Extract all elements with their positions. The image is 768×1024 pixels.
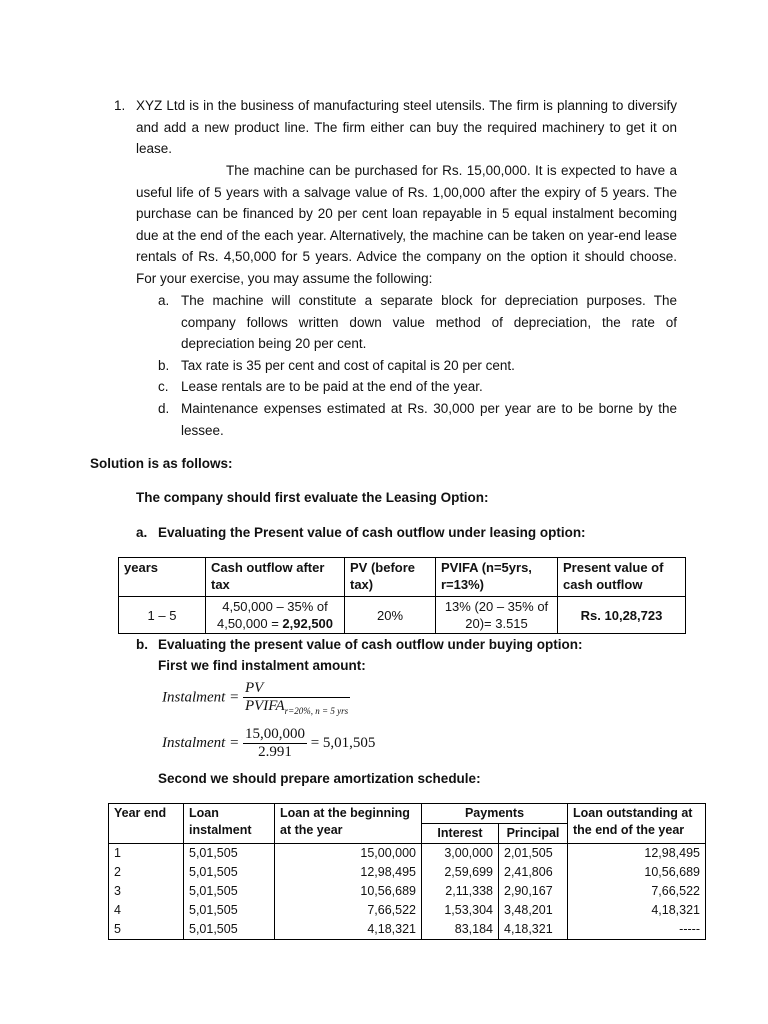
amort-cell-instalment: 5,01,505 xyxy=(184,920,275,940)
amort-row xyxy=(109,863,706,882)
assumption-b: Tax rate is 35 per cent and cost of capital is 20 per cent. xyxy=(181,358,515,373)
amort-header-row-1 xyxy=(109,804,706,824)
amort-header-principal: Principal xyxy=(499,824,568,844)
question-number: 1. xyxy=(114,98,126,113)
lease-header-pv: PV (before tax) xyxy=(345,558,436,597)
lease-cash-outflow-result: 2,92,500 xyxy=(282,616,334,631)
formula1-den-subscript: r=20%, n = 5 yrs xyxy=(284,706,349,716)
second-step-line: Second we should prepare amortization schedule: xyxy=(158,771,481,786)
step-b-text: Evaluating the present value of cash outflow under buying option: xyxy=(158,637,583,652)
instalment-formula xyxy=(162,680,350,716)
lease-cell-cash-outflow xyxy=(206,597,345,634)
formula2-fraction xyxy=(243,726,307,761)
formula2-rhs: = 5,01,505 xyxy=(310,735,376,751)
amort-cell-interest: 3,00,000 xyxy=(422,844,499,864)
formula2-numerator: 15,00,000 xyxy=(244,726,305,742)
step-a-label: a. xyxy=(136,525,148,540)
amort-header-interest: Interest xyxy=(422,824,499,844)
lease-cell-years: 1 – 5 xyxy=(119,597,206,634)
assumption-label-c: c. xyxy=(158,379,169,394)
amort-cell-instalment: 5,01,505 xyxy=(184,844,275,864)
amort-row xyxy=(109,844,706,864)
assumption-label-d: d. xyxy=(158,401,170,416)
amort-row xyxy=(109,882,706,901)
assumption-a: The machine will constitute a separate block for depreciation purposes. The company follows written down value method of depreciation, the rate of depreciation being 20 per cent. xyxy=(181,293,677,352)
amort-row xyxy=(109,920,706,940)
lease-header-pvifa: PVIFA (n=5yrs, r=13%) xyxy=(436,558,558,597)
lease-cell-pvifa: 13% (20 – 35% of 20)= 3.515 xyxy=(436,597,558,634)
question-paragraph-1: XYZ Ltd is in the business of manufacturing steel utensils. The firm is planning to diversify and add a new product line. The firm either can buy the required machinery to get it on lease. xyxy=(136,98,677,157)
lease-table xyxy=(118,557,686,634)
amort-cell-year: 4 xyxy=(109,901,184,920)
amort-header-payments: Payments xyxy=(422,804,568,824)
amort-row xyxy=(109,901,706,920)
assumption-c: Lease rentals are to be paid at the end of the year. xyxy=(181,379,483,394)
amort-cell-principal: 2,01,505 xyxy=(499,844,568,864)
amort-cell-outstanding: 7,66,522 xyxy=(568,882,706,901)
lease-table-header-row xyxy=(119,558,686,597)
amort-cell-year: 2 xyxy=(109,863,184,882)
amort-cell-interest: 2,59,699 xyxy=(422,863,499,882)
formula1-lhs: Instalment = xyxy=(162,689,240,706)
amort-cell-interest: 83,184 xyxy=(422,920,499,940)
amort-cell-beginning: 12,98,495 xyxy=(275,863,422,882)
amort-header-loan-outstanding: Loan outstanding at the end of the year xyxy=(568,804,706,844)
assumption-label-a: a. xyxy=(158,293,170,308)
lease-cell-present-value: Rs. 10,28,723 xyxy=(558,597,686,634)
lease-header-cash-outflow: Cash outflow after tax xyxy=(206,558,345,597)
amortization-table xyxy=(108,803,706,940)
amort-cell-principal: 4,18,321 xyxy=(499,920,568,940)
amort-cell-outstanding: 12,98,495 xyxy=(568,844,706,864)
amort-cell-principal: 2,41,806 xyxy=(499,863,568,882)
instalment-calculation xyxy=(162,726,375,761)
assumption-d: Maintenance expenses estimated at Rs. 30,000 per year are to be borne by the lessee. xyxy=(181,401,677,438)
solution-intro: The company should first evaluate the Leasing Option: xyxy=(136,490,489,505)
amort-header-loan-beginning: Loan at the beginning at the year xyxy=(275,804,422,844)
formula1-den-text: PVIFA xyxy=(244,698,285,714)
amort-cell-principal: 3,48,201 xyxy=(499,901,568,920)
lease-header-years: years xyxy=(119,558,206,597)
lease-cash-outflow-text: 4,50,000 – 35% of 4,50,000 = xyxy=(216,599,328,631)
amort-cell-principal: 2,90,167 xyxy=(499,882,568,901)
formula2-lhs: Instalment = xyxy=(162,735,240,751)
amort-cell-interest: 2,11,338 xyxy=(422,882,499,901)
assumption-label-b: b. xyxy=(158,358,170,373)
formula1-fraction xyxy=(243,680,350,716)
amort-cell-year: 1 xyxy=(109,844,184,864)
amort-cell-beginning: 10,56,689 xyxy=(275,882,422,901)
amort-cell-instalment: 5,01,505 xyxy=(184,863,275,882)
lease-table-row xyxy=(119,597,686,634)
step-a-text: Evaluating the Present value of cash outflow under leasing option: xyxy=(158,525,586,540)
formula1-numerator: PV xyxy=(243,680,350,698)
amort-cell-year: 3 xyxy=(109,882,184,901)
amort-cell-instalment: 5,01,505 xyxy=(184,882,275,901)
amort-header-year-end: Year end xyxy=(109,804,184,844)
lease-cell-pv: 20% xyxy=(345,597,436,634)
amort-cell-outstanding: 10,56,689 xyxy=(568,863,706,882)
question-paragraph-2: The machine can be purchased for Rs. 15,00,000. It is expected to have a useful life of 5 years with a salvage value of Rs. 1,00,000 after the expiry of 5 years. The purchase can be financed by 20 per cent loan repayable in 5 equal instalment becoming due at the end of the each year. Alternatively, the machine can be taken on year-end lease rentals of Rs. 4,50,000 for 5 years. Advice the company on the option it should choose. For your exercise, you may assume the following: xyxy=(136,163,677,286)
first-step-line: First we find instalment amount: xyxy=(158,658,366,673)
solution-heading: Solution is as follows: xyxy=(90,456,233,471)
amort-header-loan-instalment: Loan instalment xyxy=(184,804,275,844)
amort-cell-beginning: 7,66,522 xyxy=(275,901,422,920)
amort-cell-outstanding: ----- xyxy=(568,920,706,940)
formula1-denominator xyxy=(243,698,350,716)
amort-cell-instalment: 5,01,505 xyxy=(184,901,275,920)
amort-cell-year: 5 xyxy=(109,920,184,940)
formula2-denominator: 2.991 xyxy=(258,744,292,760)
amort-cell-beginning: 15,00,000 xyxy=(275,844,422,864)
lease-header-present-value: Present value of cash outflow xyxy=(558,558,686,597)
step-b-label: b. xyxy=(136,637,148,652)
amort-cell-outstanding: 4,18,321 xyxy=(568,901,706,920)
amort-cell-beginning: 4,18,321 xyxy=(275,920,422,940)
amort-cell-interest: 1,53,304 xyxy=(422,901,499,920)
